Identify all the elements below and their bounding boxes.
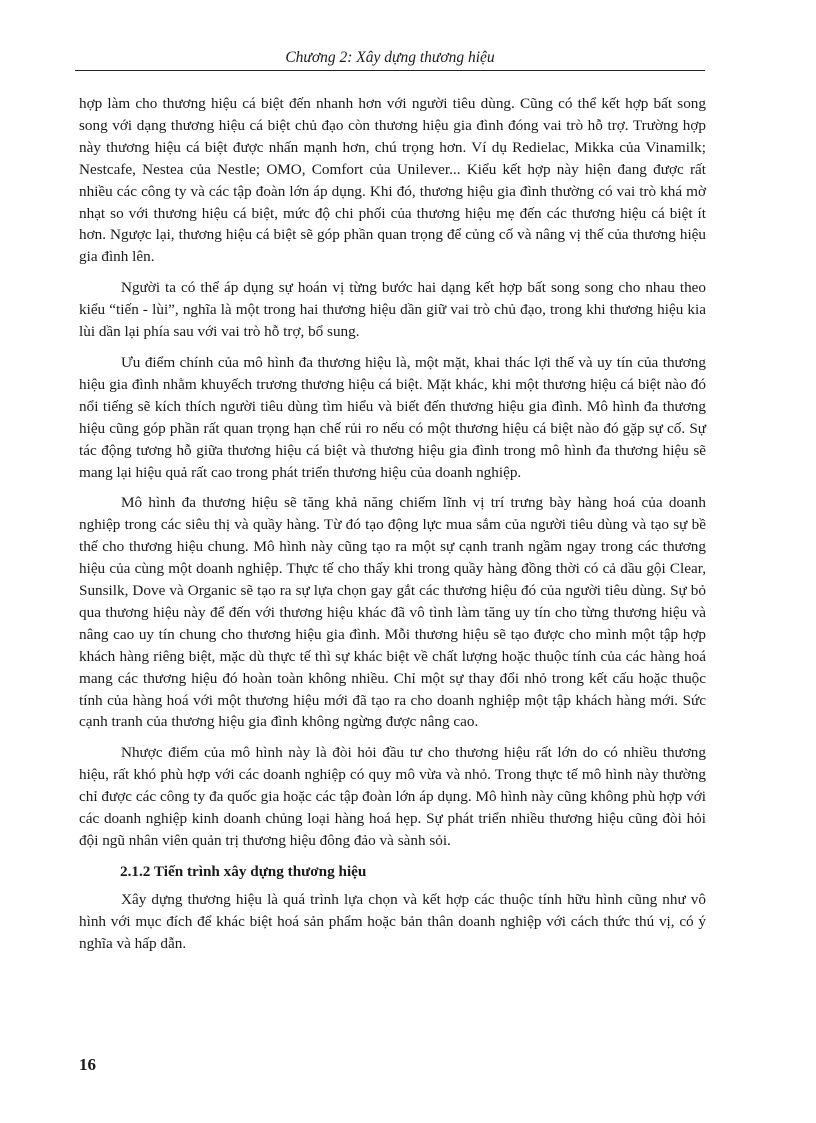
paragraph: Xây dựng thương hiệu là quá trình lựa chọn và kết hợp các thuộc tính hữu hình cũng như vô hình với mục đích để khác biệt hoá sản phẩm hoặc bản thân doanh nghiệp với cách thức thú vị, có ý nghĩa và hấp dẫn. — [79, 890, 706, 952]
header-rule — [75, 70, 705, 71]
paragraph: Mô hình đa thương hiệu sẽ tăng khả năng chiếm lĩnh vị trí trưng bày hàng hoá của doanh nghiệp trong các siêu thị và quầy hàng. Từ đó tạo động lực mua sắm của người tiêu dùng và tạo sự bề thế cho thương hiệu chung. Mô hình này cũng tạo ra một sự cạnh tranh ngầm ngay trong các thương hiệu của cùng một doanh nghiệp. Thực tế cho thấy khi trong quầy hàng đồng thời có cả dầu gội Clear, Sunsilk, Dove và Organic sẽ tạo ra sự lựa chọn gay gắt các thương hiệu đó của người tiêu dùng. Sự bỏ qua thương hiệu này để đến với thương hiệu khác đã vô tình làm tăng uy tín cho từng thương hiệu và nâng cao uy tín chung cho thương hiệu gia đình. Mỗi thương hiệu sẽ tạo được cho mình một tập hợp khách hàng riêng biệt, mặc dù thực tế thì sự khác biệt về chất lượng hoặc thuộc tính của các hàng hoá mang các thương hiệu đó hoàn toàn không nhiều. Chỉ một sự thay đổi nhỏ trong kết cấu hoặc thuộc tính của hàng hoá với một thương hiệu mới đã tạo ra cho doanh nghiệp một tập khách hàng mới. Sức cạnh tranh của thương hiệu gia đình không ngừng được nâng cao. — [79, 494, 706, 731]
page-number: 16 — [79, 1055, 96, 1074]
paragraph: Ưu điểm chính của mô hình đa thương hiệu là, một mặt, khai thác lợi thế và uy tín của thương hiệu gia đình nhằm khuyếch trương thương hiệu cá biệt. Mặt khác, khi một thương hiệu cá biệt nào đó nổi tiếng sẽ kích thích người tiêu dùng tìm hiểu và biết đến thương hiệu gia đình. Mô hình đa thương hiệu cũng góp phần rất quan trọng hạn chế rủi ro nếu có một thương hiệu cá biệt nào đó gặp sự cố. Sự tác động tương hỗ giữa thương hiệu cá biệt và thương hiệu gia đình trong mô hình đa thương hiệu sẽ mang lại hiệu quả rất cao trong phát triển thương hiệu của doanh nghiệp. — [79, 353, 706, 481]
running-header: Chương 2: Xây dựng thương hiệu — [285, 49, 495, 66]
paragraph-continuation: hợp làm cho thương hiệu cá biệt đến nhanh hơn với người tiêu dùng. Cũng có thể kết hợp bất song song với dạng thương hiệu cá biệt chủ đạo còn thương hiệu gia đình đóng vai trò hỗ trợ. Trường hợp này thương hiệu cá biệt được nhấn mạnh hơn, chú trọng hơn. Ví dụ Redielac, Mikka của Vinamilk; Nestcafe, Nestea của Nestle; OMO, Comfort của Unilever... Kiểu kết hợp này hiện đang được rất nhiều các công ty và các tập đoàn lớn áp dụng. Khi đó, thương hiệu gia đình thường có vai trò khá mờ nhạt so với thương hiệu cá biệt, mức độ chi phối của thương hiệu mẹ đến các thương hiệu cá biệt ít hơn. Ngược lại, thương hiệu cá biệt sẽ góp phần quan trọng để củng cố và nâng vị thế của thương hiệu gia đình lên. — [79, 95, 706, 266]
section-heading: 2.1.2 Tiến trình xây dựng thương hiệu — [120, 862, 367, 880]
paragraph: Nhược điểm của mô hình này là đòi hỏi đầu tư cho thương hiệu rất lớn do có nhiều thương hiệu, rất khó phù hợp với các doanh nghiệp có quy mô vừa và nhỏ. Trong thực tế mô hình này thường chỉ được các công ty đa quốc gia hoặc các tập đoàn lớn áp dụng. Mô hình này cũng không phù hợp với các doanh nghiệp kinh doanh chủng loại hàng hoá hẹp. Sự phát triển nhiều thương hiệu cũng đòi hỏi đội ngũ nhân viên quản trị thương hiệu đông đảo và sành sỏi. — [79, 744, 706, 849]
paragraph: Người ta có thể áp dụng sự hoán vị từng bước hai dạng kết hợp bất song song cho nhau theo kiểu “tiến - lùi”, nghĩa là một trong hai thương hiệu dần giữ vai trò chủ đạo, trong khi thương hiệu kia lùi dần lại phía sau với vai trò hỗ trợ, bổ sung. — [79, 279, 706, 341]
page-body — [79, 93, 706, 964]
